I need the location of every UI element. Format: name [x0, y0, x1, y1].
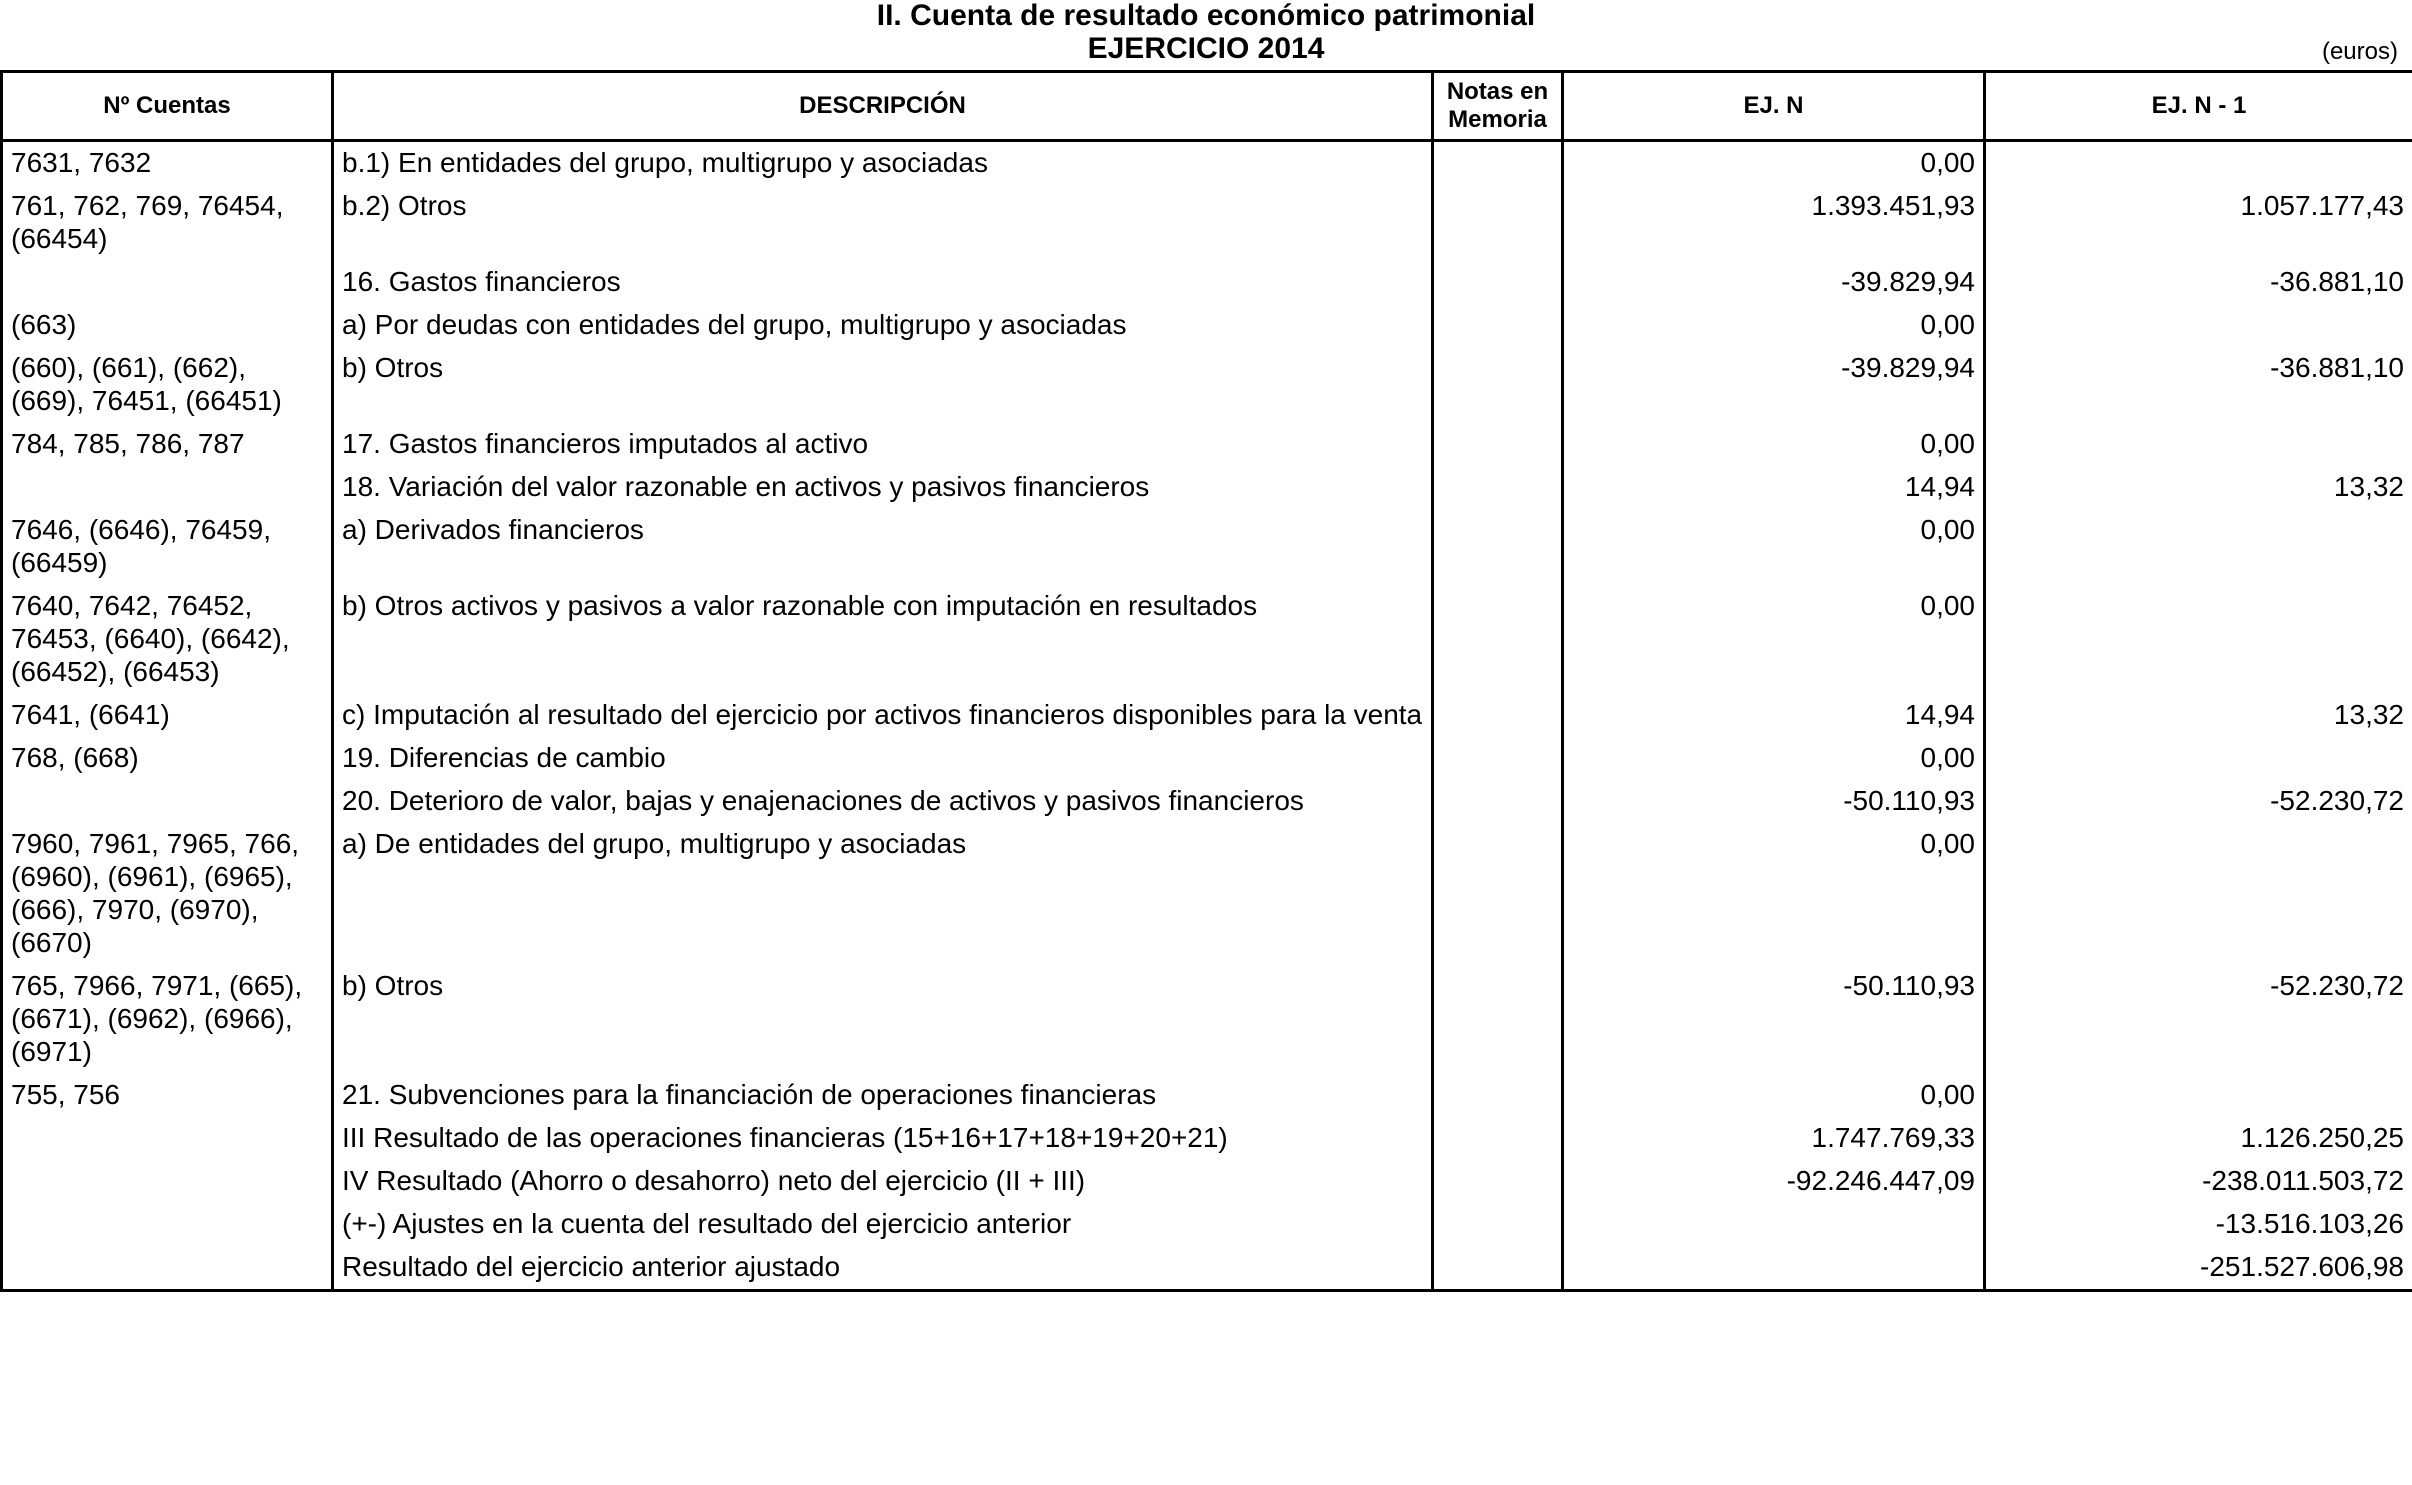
- cell-cuentas: [2, 1203, 333, 1246]
- header-notas: Notas en Memoria: [1433, 72, 1563, 141]
- cell-ej-n-1: -251.527.606,98: [1985, 1246, 2412, 1291]
- cell-descripcion: (+-) Ajustes en la cuenta del resultado del ejercicio anterior: [333, 1203, 1433, 1246]
- cell-notas: [1433, 141, 1563, 186]
- cell-notas: [1433, 780, 1563, 823]
- cell-cuentas: 7641, (6641): [2, 694, 333, 737]
- units-label: (euros): [2321, 38, 2398, 65]
- table-row: [2, 141, 2412, 186]
- cell-descripcion: b) Otros: [333, 347, 1433, 423]
- cell-descripcion: IV Resultado (Ahorro o desahorro) neto del ejercicio (II + III): [333, 1160, 1433, 1203]
- cell-cuentas: 7646, (6646), 76459, (66459): [2, 509, 333, 585]
- cell-notas: [1433, 1160, 1563, 1203]
- cell-notas: [1433, 823, 1563, 965]
- document-subtitle: EJERCICIO 2014: [1087, 32, 1325, 65]
- cell-cuentas: 755, 756: [2, 1074, 333, 1117]
- document-title: II. Cuenta de resultado económico patrimonial: [876, 0, 1536, 32]
- cell-ej-n: 0,00: [1563, 737, 1985, 780]
- cell-ej-n: 14,94: [1563, 466, 1985, 509]
- cell-ej-n: 0,00: [1563, 509, 1985, 585]
- table-row: [2, 423, 2412, 466]
- cell-descripcion: 19. Diferencias de cambio: [333, 737, 1433, 780]
- table-row: [2, 965, 2412, 1074]
- cell-ej-n-1: 13,32: [1985, 466, 2412, 509]
- cell-descripcion: 20. Deterioro de valor, bajas y enajenaciones de activos y pasivos financieros: [333, 780, 1433, 823]
- cell-ej-n: [1563, 1203, 1985, 1246]
- table-row: [2, 823, 2412, 965]
- cell-ej-n: -50.110,93: [1563, 965, 1985, 1074]
- cell-cuentas: [2, 261, 333, 304]
- cell-cuentas: 7960, 7961, 7965, 766, (6960), (6961), (6965), (666), 7970, (6970), (6670): [2, 823, 333, 965]
- cell-ej-n: 14,94: [1563, 694, 1985, 737]
- table-row: [2, 466, 2412, 509]
- table-header-row: [2, 72, 2412, 141]
- cell-cuentas: 7631, 7632: [2, 141, 333, 186]
- cell-descripcion: III Resultado de las operaciones financieras (15+16+17+18+19+20+21): [333, 1117, 1433, 1160]
- table-row: [2, 185, 2412, 261]
- cell-ej-n-1: [1985, 304, 2412, 347]
- table-row: [2, 509, 2412, 585]
- cell-ej-n: -39.829,94: [1563, 261, 1985, 304]
- cell-cuentas: [2, 1246, 333, 1291]
- cell-ej-n: 0,00: [1563, 585, 1985, 694]
- cell-ej-n: -39.829,94: [1563, 347, 1985, 423]
- cell-descripcion: 18. Variación del valor razonable en activos y pasivos financieros: [333, 466, 1433, 509]
- cell-descripcion: 17. Gastos financieros imputados al activo: [333, 423, 1433, 466]
- cell-ej-n: 0,00: [1563, 423, 1985, 466]
- cell-ej-n-1: -238.011.503,72: [1985, 1160, 2412, 1203]
- table-row: [2, 347, 2412, 423]
- cell-notas: [1433, 1203, 1563, 1246]
- cell-descripcion: 16. Gastos financieros: [333, 261, 1433, 304]
- cell-notas: [1433, 1246, 1563, 1291]
- cell-notas: [1433, 466, 1563, 509]
- cell-ej-n-1: [1985, 823, 2412, 965]
- cell-ej-n-1: [1985, 509, 2412, 585]
- cell-notas: [1433, 261, 1563, 304]
- table-row: [2, 585, 2412, 694]
- table-row: [2, 1246, 2412, 1291]
- table-row: [2, 1117, 2412, 1160]
- cell-notas: [1433, 585, 1563, 694]
- cell-ej-n: 1.393.451,93: [1563, 185, 1985, 261]
- cell-cuentas: [2, 1117, 333, 1160]
- cell-descripcion: b) Otros: [333, 965, 1433, 1074]
- cell-notas: [1433, 304, 1563, 347]
- header-cuentas: Nº Cuentas: [2, 72, 333, 141]
- cell-ej-n-1: 1.057.177,43: [1985, 185, 2412, 261]
- table-row: [2, 737, 2412, 780]
- table-row: [2, 304, 2412, 347]
- cell-notas: [1433, 509, 1563, 585]
- cell-ej-n-1: -52.230,72: [1985, 965, 2412, 1074]
- cell-ej-n-1: [1985, 141, 2412, 186]
- cell-cuentas: [2, 1160, 333, 1203]
- cell-notas: [1433, 1074, 1563, 1117]
- header-descripcion: DESCRIPCIÓN: [333, 72, 1433, 141]
- table-row: [2, 780, 2412, 823]
- cell-descripcion: a) De entidades del grupo, multigrupo y asociadas: [333, 823, 1433, 965]
- cell-cuentas: [2, 466, 333, 509]
- results-table: [0, 70, 2412, 1292]
- cell-descripcion: a) Derivados financieros: [333, 509, 1433, 585]
- cell-notas: [1433, 1117, 1563, 1160]
- cell-ej-n-1: -36.881,10: [1985, 347, 2412, 423]
- cell-ej-n: 1.747.769,33: [1563, 1117, 1985, 1160]
- cell-ej-n-1: [1985, 585, 2412, 694]
- cell-cuentas: 765, 7966, 7971, (665), (6671), (6962), (6966), (6971): [2, 965, 333, 1074]
- header-ej-n-1: EJ. N - 1: [1985, 72, 2412, 141]
- cell-ej-n-1: 1.126.250,25: [1985, 1117, 2412, 1160]
- cell-ej-n: -92.246.447,09: [1563, 1160, 1985, 1203]
- cell-ej-n-1: [1985, 423, 2412, 466]
- cell-ej-n: [1563, 1246, 1985, 1291]
- cell-descripcion: c) Imputación al resultado del ejercicio por activos financieros disponibles para la venta: [333, 694, 1433, 737]
- cell-notas: [1433, 185, 1563, 261]
- cell-cuentas: 768, (668): [2, 737, 333, 780]
- table-body: [2, 141, 2412, 1291]
- cell-notas: [1433, 965, 1563, 1074]
- cell-ej-n: 0,00: [1563, 1074, 1985, 1117]
- cell-ej-n-1: [1985, 1074, 2412, 1117]
- cell-ej-n: -50.110,93: [1563, 780, 1985, 823]
- table-row: [2, 694, 2412, 737]
- cell-cuentas: 784, 785, 786, 787: [2, 423, 333, 466]
- cell-ej-n-1: -36.881,10: [1985, 261, 2412, 304]
- cell-ej-n: 0,00: [1563, 823, 1985, 965]
- cell-cuentas: 7640, 7642, 76452, 76453, (6640), (6642), (66452), (66453): [2, 585, 333, 694]
- cell-ej-n-1: [1985, 737, 2412, 780]
- cell-ej-n-1: -52.230,72: [1985, 780, 2412, 823]
- cell-ej-n-1: -13.516.103,26: [1985, 1203, 2412, 1246]
- cell-notas: [1433, 737, 1563, 780]
- cell-cuentas: (663): [2, 304, 333, 347]
- cell-descripcion: b.1) En entidades del grupo, multigrupo y asociadas: [333, 141, 1433, 186]
- cell-descripcion: 21. Subvenciones para la financiación de operaciones financieras: [333, 1074, 1433, 1117]
- cell-cuentas: 761, 762, 769, 76454, (66454): [2, 185, 333, 261]
- cell-descripcion: b.2) Otros: [333, 185, 1433, 261]
- cell-descripcion: b) Otros activos y pasivos a valor razonable con imputación en resultados: [333, 585, 1433, 694]
- cell-cuentas: [2, 780, 333, 823]
- table-row: [2, 1203, 2412, 1246]
- cell-cuentas: (660), (661), (662), (669), 76451, (66451): [2, 347, 333, 423]
- cell-notas: [1433, 347, 1563, 423]
- cell-notas: [1433, 694, 1563, 737]
- cell-notas: [1433, 423, 1563, 466]
- cell-descripcion: Resultado del ejercicio anterior ajustado: [333, 1246, 1433, 1291]
- cell-ej-n-1: 13,32: [1985, 694, 2412, 737]
- cell-ej-n: 0,00: [1563, 141, 1985, 186]
- table-row: [2, 1074, 2412, 1117]
- cell-ej-n: 0,00: [1563, 304, 1985, 347]
- table-row: [2, 1160, 2412, 1203]
- cell-descripcion: a) Por deudas con entidades del grupo, multigrupo y asociadas: [333, 304, 1433, 347]
- table-row: [2, 261, 2412, 304]
- header-ej-n: EJ. N: [1563, 72, 1985, 141]
